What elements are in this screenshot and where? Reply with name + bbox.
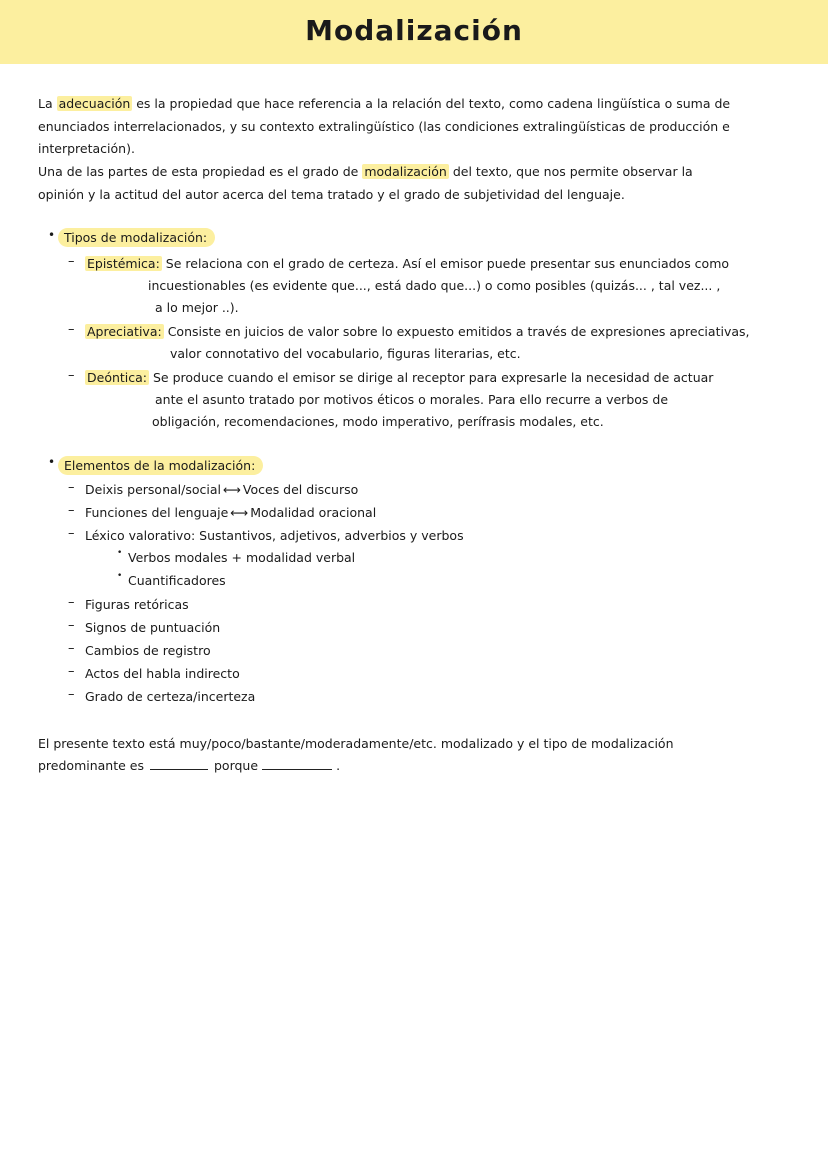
bullet-dot: • <box>48 228 56 242</box>
epistemica-line-1: Epistémica: Se relaciona con el grado de certeza. Así el emisor puede presentar sus enunciados como <box>87 256 730 271</box>
intro-line-2: enunciados interrelacionados, y su contexto extralingüístico (las condiciones extralingüísticas de producción e <box>38 119 730 134</box>
dash: – <box>68 618 75 633</box>
highlight-adecuacion: adecuación <box>58 96 131 111</box>
dash: – <box>68 322 75 337</box>
elemento-figuras: Figuras retóricas <box>85 597 189 612</box>
bullet-dot: • <box>48 455 56 469</box>
tipos-heading: Tipos de modalización: <box>58 230 215 246</box>
sub-bullet: • <box>117 571 123 581</box>
elemento-cambios: Cambios de registro <box>85 643 211 658</box>
elemento-signos: Signos de puntuación <box>85 620 221 635</box>
apreciativa-line-1: Apreciativa: Consiste en juicios de valor sobre lo expuesto emitidos a través de expresiones apreciativas, <box>87 324 750 339</box>
deontica-label: Deóntica: <box>87 370 148 385</box>
intro-line-4: Una de las partes de esta propiedad es el grado de modalización del texto, que nos permite observar la <box>38 164 693 179</box>
epistemica-label: Epistémica: <box>87 256 160 271</box>
double-arrow-icon: ⟷ <box>230 505 249 520</box>
elementos-heading: Elementos de la modalización: <box>58 458 263 474</box>
answer-blank[interactable] <box>150 759 208 770</box>
conclusion-line-1: El presente texto está muy/poco/bastante/moderadamente/etc. modalizado y el tipo de modalización <box>38 736 674 751</box>
dash: – <box>68 254 75 269</box>
dash: – <box>68 595 75 610</box>
intro-line-5: opinión y la actitud del autor acerca del tema tratado y el grado de subjetividad del lenguaje. <box>38 187 625 202</box>
dash: – <box>68 526 75 541</box>
dash: – <box>68 503 75 518</box>
deontica-line-2: ante el asunto tratado por motivos éticos o morales. Para ello recurre a verbos de <box>155 392 669 407</box>
elemento-deixis: Deixis personal/social ⟷ Voces del discurso <box>85 482 359 497</box>
apreciativa-label: Apreciativa: <box>87 324 162 339</box>
deontica-line-1: Deóntica: Se produce cuando el emisor se dirige al receptor para expresarle la necesidad de actuar <box>87 370 714 385</box>
dash: – <box>68 687 75 702</box>
elemento-verbos: Verbos modales + modalidad verbal <box>128 550 356 565</box>
elemento-actos: Actos del habla indirecto <box>85 666 240 681</box>
highlight-modalizacion: modalización <box>364 164 447 179</box>
elemento-cuantificadores: Cuantificadores <box>128 573 226 588</box>
elemento-grado: Grado de certeza/incerteza <box>85 689 256 704</box>
dash: – <box>68 664 75 679</box>
dash: – <box>68 480 75 495</box>
answer-blank[interactable] <box>262 759 332 770</box>
page-title: Modalización <box>305 14 523 47</box>
intro-line-1: La adecuación es la propiedad que hace referencia a la relación del texto, como cadena lingüística o suma de <box>38 96 731 111</box>
epistemica-line-3: a lo mejor ..). <box>155 300 239 315</box>
dash: – <box>68 641 75 656</box>
deontica-line-3: obligación, recomendaciones, modo imperativo, perífrasis modales, etc. <box>152 414 604 429</box>
conclusion-line-2: predominante es porque . <box>38 758 341 773</box>
double-arrow-icon: ⟷ <box>222 482 241 497</box>
intro-line-3: interpretación). <box>38 141 135 156</box>
apreciativa-line-2: valor connotativo del vocabulario, figuras literarias, etc. <box>170 346 521 361</box>
dash: – <box>68 368 75 383</box>
elemento-lexico: Léxico valorativo: Sustantivos, adjetivos, adverbios y verbos <box>85 528 464 543</box>
elemento-funciones: Funciones del lenguaje ⟷ Modalidad oracional <box>85 505 377 520</box>
epistemica-line-2: incuestionables (es evidente que..., está dado que...) o como posibles (quizás... , tal vez... , <box>148 278 721 293</box>
sub-bullet: • <box>117 548 123 558</box>
